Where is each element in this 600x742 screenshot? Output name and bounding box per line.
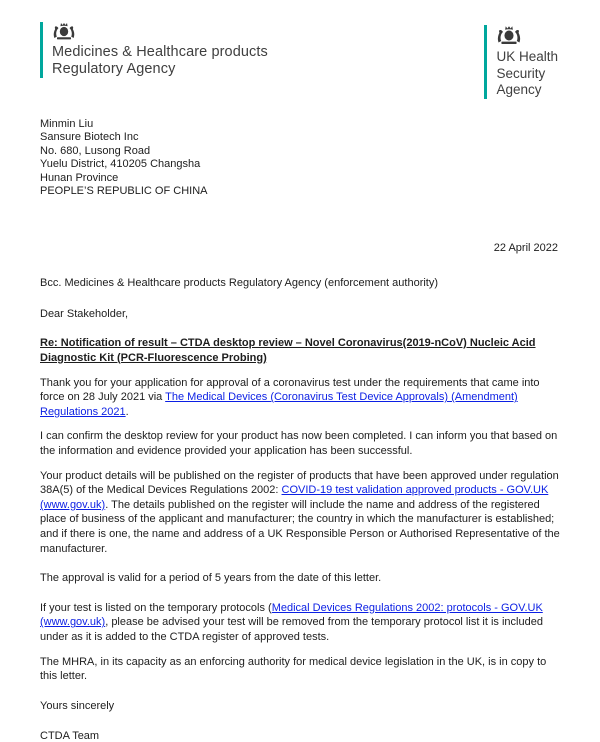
subject-line: Re: Notification of result – CTDA desktop review – Novel Coronavirus(2019-nCoV) Nucleic Acid Diagnostic Kit (PCR-Fluorescence Probing) bbox=[40, 337, 536, 364]
para5-text-pre: If your test is listed on the temporary protocols ( bbox=[40, 601, 272, 614]
body-paragraph-2: I can confirm the desktop review for your product has now been completed. I can inform you that based on the information and evidence provided your application has been successful. bbox=[40, 430, 558, 458]
royal-crest-icon bbox=[496, 25, 522, 46]
mhra-logo-line2: Regulatory Agency bbox=[52, 61, 176, 77]
ukhsa-accent-bar bbox=[484, 25, 487, 99]
ukhsa-logo-line3: Agency bbox=[496, 82, 542, 97]
body-paragraph-6: The MHRA, in its capacity as an enforcing authority for medical device legislation in the UK, is in copy to this letter. bbox=[40, 655, 547, 683]
approved-products-link[interactable]: COVID-19 test validation approved products - GOV.UK (www.gov.uk) bbox=[40, 484, 549, 511]
para1-text-pre: Thank you for your application for approval of a coronavirus test under the requirements that came into force on 28 July 2021 via bbox=[40, 376, 540, 404]
body-paragraph-5 bbox=[40, 601, 564, 645]
ukhsa-logo-line2: Security bbox=[496, 65, 546, 81]
para3-text-post: . The details published on the register will include the name and address of the registered place of business of the applicant and manufacturer; the country in which the manufacturer is established; and if there is one, the name and address of a UK Responsible Person or Authorised Representative of the manufacturer. bbox=[40, 498, 560, 555]
ukhsa-logo-content bbox=[496, 25, 558, 99]
recipient-street: No. 680, Lusong Road bbox=[40, 144, 151, 157]
recipient-district: Yuelu District, 410205 Changsha bbox=[40, 158, 201, 171]
mhra-logo bbox=[40, 22, 268, 78]
ukhsa-logo-line1: UK Health bbox=[496, 49, 558, 64]
recipient-name: Minmin Liu bbox=[40, 117, 94, 130]
letter-date: 22 April 2022 bbox=[493, 242, 558, 255]
mhra-accent-bar bbox=[40, 22, 43, 78]
protocols-link[interactable]: Medical Devices Regulations 2002: protocols - GOV.UK (www.gov.uk) bbox=[40, 601, 543, 629]
recipient-country: PEOPLE’S REPUBLIC OF CHINA bbox=[40, 185, 208, 198]
para1-text-post: . bbox=[125, 405, 129, 418]
mhra-logo-text bbox=[52, 44, 268, 78]
body-paragraph-1 bbox=[40, 376, 564, 420]
recipient-company: Sansure Biotech Inc bbox=[40, 131, 139, 144]
ukhsa-logo-text bbox=[496, 49, 558, 99]
body-paragraph-4: The approval is valid for a period of 5 years from the date of this letter. bbox=[40, 572, 382, 585]
letter-header bbox=[40, 22, 558, 99]
signature: CTDA Team bbox=[40, 729, 100, 742]
mhra-logo-line1: Medicines & Healthcare products bbox=[52, 44, 268, 60]
regulations-2021-link[interactable]: The Medical Devices (Coronavirus Test Device Approvals) (Amendment) Regulations 2021 bbox=[40, 391, 518, 418]
para5-text-post: , please be advised your test will be removed from the temporary protocol list it is included under as it is added to the CTDA register of approved tests. bbox=[40, 616, 543, 643]
bcc-line: Bcc. Medicines & Healthcare products Regulatory Agency (enforcement authority) bbox=[40, 277, 439, 290]
salutation: Dear Stakeholder, bbox=[40, 308, 129, 321]
recipient-province: Hunan Province bbox=[40, 171, 119, 184]
body-paragraph-3 bbox=[40, 469, 564, 557]
royal-crest-icon bbox=[52, 22, 76, 41]
mhra-logo-content bbox=[52, 22, 268, 78]
ukhsa-logo bbox=[484, 25, 558, 99]
valediction: Yours sincerely bbox=[40, 699, 115, 712]
para3-text-pre: Your product details will be published on the register of products that have been approved under regulation 38A(5) of the Medical Devices Regulations 2002: bbox=[40, 469, 559, 497]
recipient-address bbox=[40, 118, 558, 200]
